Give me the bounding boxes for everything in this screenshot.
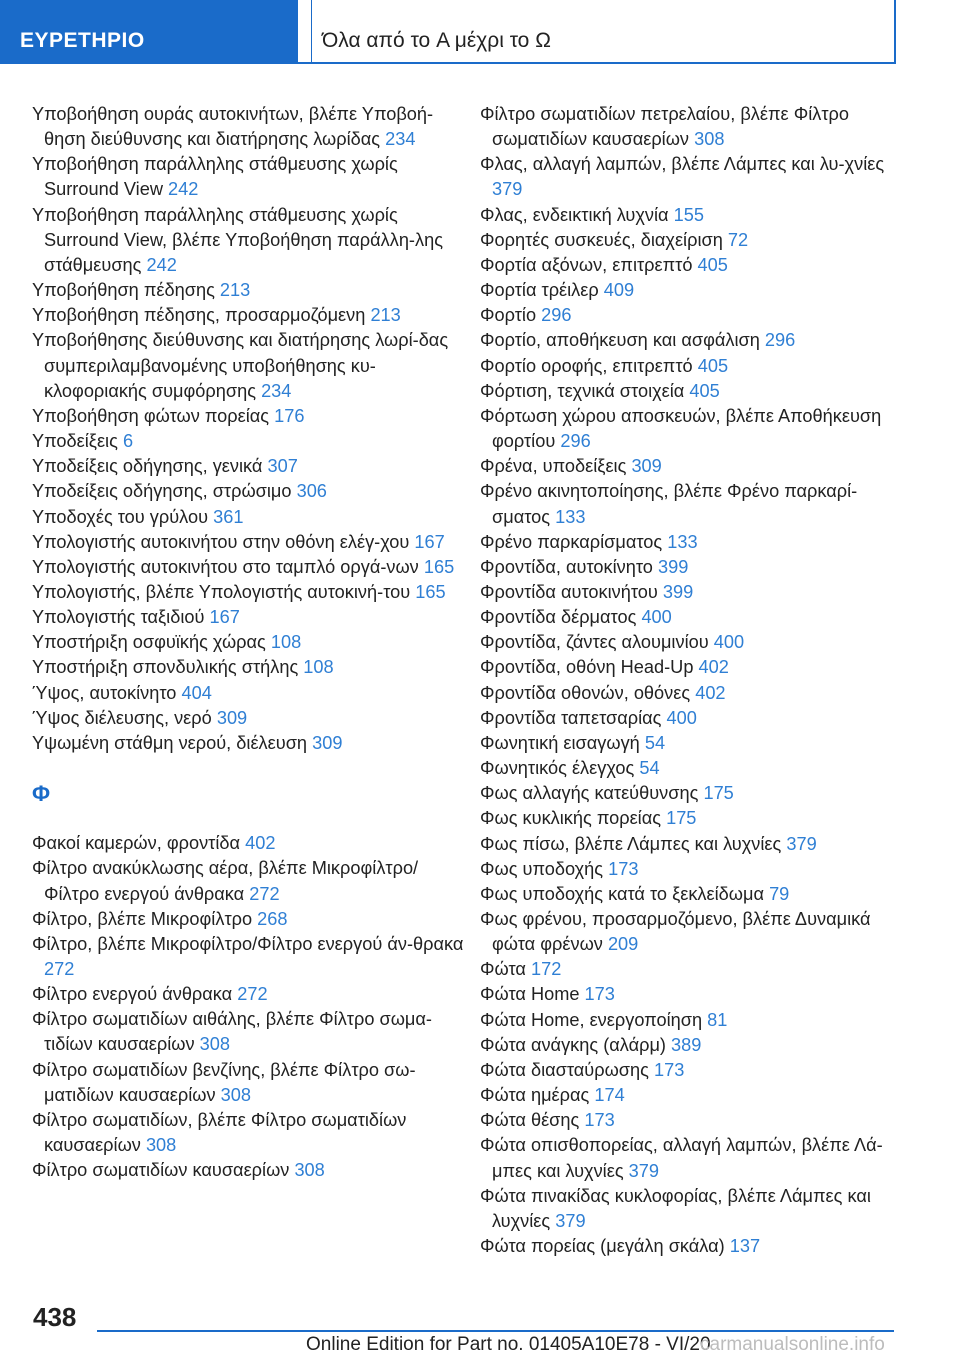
index-entry-text: Υπολογιστής, βλέπε Υπολογιστής αυτοκινή‐του (32, 581, 411, 602)
index-page-link[interactable]: 399 (662, 581, 694, 602)
index-page-link[interactable]: 272 (249, 883, 280, 904)
footer-rule (97, 1330, 894, 1332)
index-page-link[interactable]: 309 (312, 732, 343, 753)
index-entry-text: Φροντίδα ταπετσαρίας (480, 707, 662, 728)
index-entry (32, 856, 472, 906)
index-entry (32, 1007, 472, 1057)
index-entry-text: Υποβοήθηση ουράς αυτοκινήτων, βλέπε Υποβοή‐θηση διεύθυνσης και διατήρησης λωρίδας (32, 104, 434, 150)
index-entry (480, 655, 905, 680)
index-entry-text: Φώτα Home (480, 984, 580, 1005)
index-list-upsilon (32, 102, 472, 756)
index-entry-text: Φορτίο οροφής, επιτρεπτό (480, 355, 693, 376)
index-entry (480, 253, 905, 278)
header-right-border (894, 0, 896, 64)
index-entry (480, 278, 905, 303)
index-page-link[interactable]: 402 (245, 833, 276, 854)
index-entry-text: Φόρτιση, τεχνικά στοιχεία (480, 380, 685, 401)
index-page-link[interactable]: 173 (584, 984, 615, 1005)
index-entry (32, 102, 472, 152)
index-entry (480, 152, 905, 202)
index-page-link[interactable]: 308 (199, 1034, 231, 1055)
index-page-link[interactable]: 54 (639, 758, 660, 779)
index-entry-text: Φίλτρο σωματιδίων βενζίνης, βλέπε Φίλτρο σω‐ματιδίων καυσαερίων (32, 1059, 416, 1105)
index-entry (480, 354, 905, 379)
index-column-left (32, 102, 472, 1183)
index-page-link[interactable]: 272 (44, 958, 75, 979)
index-entry-text: Φορτίο, αποθήκευση και ασφάλιση (480, 330, 760, 351)
index-entry-text: Φίλτρο, βλέπε Μικροφίλτρο (32, 908, 253, 929)
index-page-link[interactable]: 167 (209, 607, 240, 628)
index-entry (480, 1033, 905, 1058)
index-entry (480, 203, 905, 228)
index-page-link[interactable]: 6 (122, 431, 134, 452)
index-entry (32, 429, 472, 454)
index-entry-text: Φώτα (480, 959, 526, 980)
index-entry (32, 605, 472, 630)
section-label: ΕΥΡΕΤΗΡΙΟ (20, 29, 145, 52)
index-entry (480, 605, 905, 630)
index-entry-text: Φροντίδα, οθόνη Head-Up (480, 657, 694, 678)
index-page-link[interactable]: 308 (220, 1084, 252, 1105)
index-entry (480, 404, 905, 454)
index-page-link[interactable]: 306 (296, 481, 327, 502)
index-entry (480, 479, 905, 529)
edition-info: Online Edition for Part no. 01405A10E78 - VI/20 (306, 1334, 711, 1355)
index-page-link[interactable]: 137 (729, 1236, 761, 1257)
index-page-link[interactable]: 133 (555, 506, 586, 527)
index-entry-text: Υψωμένη στάθμη νερού, διέλευση (32, 732, 308, 753)
index-entry (480, 555, 905, 580)
index-entry (480, 1234, 905, 1259)
index-page-link[interactable]: 133 (667, 531, 698, 552)
index-entry-text: Φακοί καμερών, φροντίδα (32, 833, 241, 854)
index-entry-text: Φίλτρο ενεργού άνθρακα (32, 984, 233, 1005)
index-entry (480, 731, 905, 756)
index-entry-text: Φωνητική εισαγωγή (480, 732, 640, 753)
index-page-link[interactable]: 72 (727, 229, 749, 250)
index-entry-text: Φώτα Home, ενεργοποίηση (480, 1009, 703, 1030)
index-entry (480, 1108, 905, 1133)
index-entry (480, 328, 905, 353)
index-entry (480, 806, 905, 831)
index-entry-text: Υποστήριξη σπονδυλικής στήλης (32, 657, 299, 678)
index-page-link[interactable]: 213 (219, 280, 251, 301)
index-page-link[interactable]: 379 (786, 833, 817, 854)
index-entry-text: Φως αλλαγής κατεύθυνσης (480, 783, 699, 804)
index-page-link[interactable]: 400 (713, 632, 745, 653)
index-entry (480, 102, 905, 152)
index-entry-text: Φόρτωση χώρου αποσκευών, βλέπε Αποθήκευση φορτίου (480, 405, 882, 452)
index-page-link[interactable]: 309 (216, 707, 248, 728)
index-entry (32, 505, 472, 530)
index-entry-text: Υποβοήθηση παράλληλης στάθμευσης χωρίς Surround View, βλέπε Υποβοήθηση παράλλη‐λης στάθμευσης (32, 204, 443, 275)
index-entry (32, 203, 472, 278)
index-entry-text: Φροντίδα οθονών, οθόνες (480, 682, 691, 703)
index-entry (480, 228, 905, 253)
index-page-link[interactable]: 361 (213, 506, 244, 527)
index-entry (32, 1058, 472, 1108)
index-page-link[interactable]: 296 (560, 431, 591, 452)
index-entry (32, 1158, 472, 1183)
index-page-link[interactable]: 307 (267, 456, 298, 477)
index-entry-text: Υποστήριξη οσφυϊκής χώρας (32, 632, 266, 653)
index-entry (480, 1184, 905, 1234)
index-entry-text: Φως πίσω, βλέπε Λάμπες και λυχνίες (480, 833, 782, 854)
index-page-link[interactable]: 173 (653, 1059, 685, 1080)
index-page-link[interactable]: 172 (530, 959, 562, 980)
index-entry (480, 630, 905, 655)
index-page-link[interactable]: 405 (697, 254, 728, 275)
index-entry (480, 681, 905, 706)
index-page-link[interactable]: 108 (303, 657, 334, 678)
index-entry-text: Φίλτρο σωματιδίων καυσαερίων (32, 1160, 290, 1181)
index-entry (480, 857, 905, 882)
index-entry (480, 1058, 905, 1083)
index-page-link[interactable]: 268 (257, 908, 288, 929)
index-page-link[interactable]: 272 (237, 984, 268, 1005)
index-entry-text: Φρένα, υποδείξεις (480, 456, 627, 477)
index-page-link[interactable]: 379 (628, 1160, 660, 1181)
index-entry-text: Υποβοήθηση πέδησης (32, 280, 215, 301)
index-entry (480, 1008, 905, 1033)
index-entry-text: Υπολογιστής ταξιδιού (32, 607, 205, 628)
index-entry-text: Φώτα θέσης (480, 1110, 580, 1131)
index-entry (480, 1133, 905, 1183)
index-page-link[interactable]: 296 (764, 330, 796, 351)
index-entry-text: Φροντίδα δέρματος (480, 607, 637, 628)
index-entry (32, 303, 472, 328)
index-entry (32, 655, 472, 680)
index-page-link[interactable]: 379 (492, 179, 523, 200)
index-entry-text: Φώτα πινακίδας κυκλοφορίας, βλέπε Λάμπες και λυχνίες (480, 1185, 871, 1231)
index-entry-text: Φορητές συσκευές, διαχείριση (480, 229, 723, 250)
index-page-link[interactable]: 155 (673, 204, 704, 225)
index-entry (32, 479, 472, 504)
index-page-link[interactable]: 242 (168, 179, 199, 200)
index-entry-text: Φίλτρο σωματιδίων αιθάλης, βλέπε Φίλτρο σωμα‐τιδίων καυσαερίων (32, 1009, 432, 1055)
index-page-link[interactable]: 405 (689, 380, 720, 401)
watermark: carmanualsonline.info (700, 1334, 885, 1355)
index-entry (480, 907, 905, 957)
index-entry-text: Φορτίο (480, 305, 537, 326)
index-entry (32, 681, 472, 706)
index-entry-text: Υποβοήθηση πέδησης, προσαρμοζόμενη (32, 305, 366, 326)
index-entry-text: Υποβοήθηση φώτων πορείας (32, 405, 270, 426)
letter-heading: Φ (32, 781, 51, 807)
index-entry (32, 706, 472, 731)
index-page-link[interactable]: 176 (274, 405, 305, 426)
index-entry-text: Φορτία αξόνων, επιτρεπτό (480, 254, 693, 275)
index-entry-text: Υπολογιστής αυτοκινήτου στο ταμπλό οργά‐νων (32, 556, 419, 577)
index-entry-text: Φώτα πορείας (μεγάλη σκάλα) (480, 1236, 725, 1257)
index-page-link[interactable]: 54 (644, 732, 666, 753)
index-entry-text: Υποδείξεις (32, 431, 118, 452)
index-page-link[interactable]: 308 (694, 129, 725, 150)
index-entry-text: Φλας, ενδεικτική λυχνία (480, 204, 669, 225)
index-entry (32, 328, 472, 403)
index-entry (32, 152, 472, 202)
index-page-link[interactable]: 167 (414, 531, 445, 552)
index-page-link[interactable]: 404 (181, 682, 212, 703)
index-entry (32, 1108, 472, 1158)
section-tab[interactable] (0, 0, 298, 64)
index-page-link[interactable]: 81 (707, 1009, 728, 1030)
index-page-link[interactable]: 242 (146, 254, 177, 275)
index-entry-text: Φίλτρο, βλέπε Μικροφίλτρο/Φίλτρο ενεργού άν‐θρακα (32, 933, 464, 954)
index-entry (32, 731, 472, 756)
index-entry (32, 982, 472, 1007)
index-entry-text: Φώτα ημέρας (480, 1085, 590, 1106)
index-page-link[interactable]: 309 (631, 456, 662, 477)
index-entry (32, 630, 472, 655)
index-entry-text: Φώτα οπισθοπορείας, αλλαγή λαμπών, βλέπε Λά‐μπες και λυχνίες (480, 1135, 883, 1181)
index-entry (32, 907, 472, 932)
index-entry-text: Φώτα ανάγκης (αλάρμ) (480, 1034, 666, 1055)
index-page-link[interactable]: 402 (698, 657, 729, 678)
index-entry (480, 882, 905, 907)
index-page-link[interactable]: 173 (608, 858, 639, 879)
index-page-link[interactable]: 308 (145, 1135, 177, 1156)
index-entry-text: Φορτία τρέιλερ (480, 280, 599, 301)
header-underline (298, 62, 896, 64)
index-column-right (480, 102, 905, 1259)
index-entry (32, 278, 472, 303)
index-entry (480, 706, 905, 731)
index-list-phi (32, 831, 472, 1183)
index-entry-text: Υποδοχές του γρύλου (32, 506, 209, 527)
index-page-link[interactable]: 308 (294, 1160, 325, 1181)
index-entry (32, 454, 472, 479)
index-page-link[interactable]: 234 (385, 129, 416, 150)
index-entry (480, 982, 905, 1007)
index-page-link[interactable]: 400 (641, 607, 672, 628)
index-entry (480, 580, 905, 605)
index-page-link[interactable]: 165 (423, 556, 455, 577)
index-page-link[interactable]: 174 (594, 1085, 625, 1106)
index-page-link[interactable]: 108 (270, 632, 302, 653)
index-entry-text: Φροντίδα, ζάντες αλουμινίου (480, 632, 709, 653)
index-page-link[interactable]: 79 (769, 883, 790, 904)
index-page-link[interactable]: 234 (261, 380, 292, 401)
header-separator (311, 0, 312, 62)
index-entry-text: Φροντίδα, αυτοκίνητο (480, 556, 653, 577)
index-entry (480, 303, 905, 328)
index-entry (32, 404, 472, 429)
index-page-link[interactable]: 389 (671, 1034, 702, 1055)
index-page-link[interactable]: 209 (607, 934, 639, 955)
index-page-link[interactable]: 213 (370, 305, 401, 326)
index-entry-text: Υποδείξεις οδήγησης, στρώσιμο (32, 481, 292, 502)
index-page-link[interactable]: 405 (697, 355, 729, 376)
page-title: Όλα από το A μέχρι το Ω (322, 29, 551, 52)
index-page-link[interactable]: 379 (555, 1210, 586, 1231)
index-entry (32, 831, 472, 856)
index-entry-text: Φίλτρο ανακύκλωσης αέρα, βλέπε Μικροφίλτρο/Φίλτρο ενεργού άνθρακα (32, 858, 419, 904)
index-entry-text: Φλας, αλλαγή λαμπών, βλέπε Λάμπες και λυ‐χνίες (480, 154, 885, 175)
index-page-link[interactable]: 296 (541, 305, 572, 326)
index-list-phi-continued (480, 102, 905, 1259)
index-page-link[interactable]: 175 (666, 808, 697, 829)
index-entry-text: Φως υποδοχής (480, 858, 604, 879)
index-entry (480, 379, 905, 404)
index-entry-text: Υποβοήθηση παράλληλης στάθμευσης χωρίς Surround View (32, 154, 398, 200)
index-entry (480, 832, 905, 857)
index-entry-text: Ύψος, αυτοκίνητο (32, 682, 177, 703)
index-entry (480, 454, 905, 479)
index-entry-text: Φίλτρο σωματιδίων πετρελαίου, βλέπε Φίλτρο σωματιδίων καυσαερίων (480, 104, 849, 150)
index-entry-text: Φροντίδα αυτοκινήτου (480, 581, 658, 602)
index-entry (32, 932, 472, 982)
index-entry (32, 530, 472, 555)
index-page-link[interactable]: 173 (584, 1110, 615, 1131)
index-entry (32, 580, 472, 605)
index-entry-text: Φως υποδοχής κατά το ξεκλείδωμα (480, 883, 764, 904)
index-entry (480, 530, 905, 555)
index-entry (480, 781, 905, 806)
index-entry-text: Φώτα διασταύρωσης (480, 1059, 649, 1080)
index-entry-text: Υπολογιστής αυτοκινήτου στην οθόνη ελέγ‐χου (32, 531, 410, 552)
index-page-link[interactable]: 400 (666, 707, 697, 728)
index-entry-text: Φως φρένου, προσαρμοζόμενο, βλέπε Δυναμικά φώτα φρένων (480, 909, 871, 955)
index-page-link[interactable]: 175 (703, 783, 734, 804)
index-page-link[interactable]: 402 (695, 682, 726, 703)
index-entry-text: Φωνητικός έλεγχος (480, 758, 635, 779)
index-entry-text: Φρένο ακινητοποίησης, βλέπε Φρένο παρκαρί‐σματος (480, 481, 858, 527)
page-number: 438 (33, 1302, 77, 1332)
index-entry-text: Υποδείξεις οδήγησης, γενικά (32, 456, 263, 477)
index-entry-text: Φίλτρο σωματιδίων, βλέπε Φίλτρο σωματιδίων καυσαερίων (32, 1109, 407, 1156)
index-entry-text: Υποβοήθησης διεύθυνσης και διατήρησης λωρί‐δας συμπεριλαμβανομένης υποβοήθησης κυ‐κλοφοριακής συμφόρησης (32, 330, 449, 401)
index-page-link[interactable]: 165 (415, 581, 446, 602)
index-page-link[interactable]: 409 (603, 280, 635, 301)
index-entry (480, 1083, 905, 1108)
index-entry-text: Ύψος διέλευσης, νερό (32, 707, 212, 728)
index-entry (32, 555, 472, 580)
index-page-link[interactable]: 399 (658, 556, 689, 577)
index-entry-text: Φως κυκλικής πορείας (480, 808, 662, 829)
index-entry (480, 957, 905, 982)
index-entry-text: Φρένο παρκαρίσματος (480, 531, 663, 552)
index-entry (480, 756, 905, 781)
